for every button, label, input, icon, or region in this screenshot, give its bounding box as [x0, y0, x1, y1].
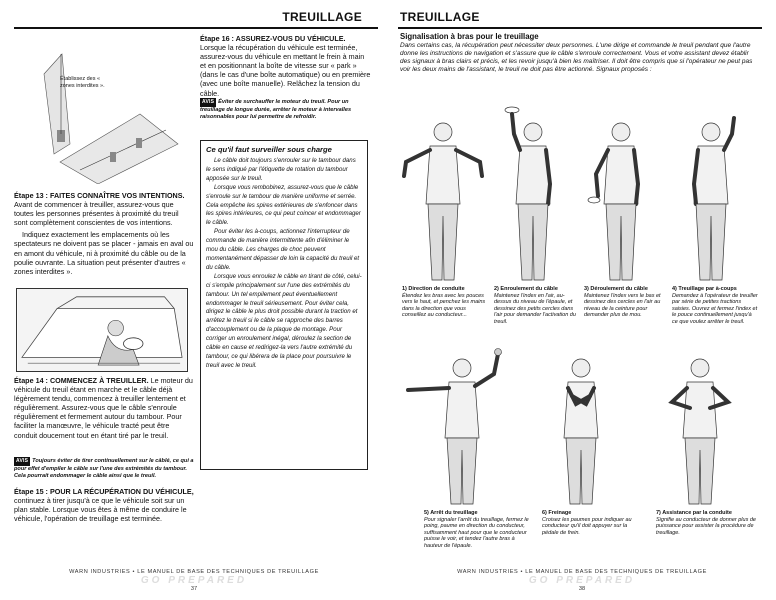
step-16-text: Lorsque la récupération du véhicule est terminée, assurez-vous du véhicule en mettant le frein à main et en positionnant la boîte de vitesse sur « park » (dans le cas d'une boîte automatique) ou en première (avec une boîte manuelle). Relâchez la tension du câble.: [200, 43, 371, 98]
signal-title-4: 4) Treuillage par à-coups: [672, 286, 737, 292]
step-13-text: Avant de commencer à treuiller, assurez-vous que toutes les personnes présentes à proximité du treuil sont complètement conscientes de vos intentions.: [14, 200, 179, 228]
signal-figure-3: [580, 104, 662, 284]
sidebox-para-1: Le câble doit toujours s'enrouler sur le tambour dans le sens indiqué par l'étiquette de rotation du tambour apposée sur le treuil.: [206, 157, 356, 182]
step-15-title: Étape 15 : POUR LA RÉCUPÉRATION DU VÉHICULE,: [14, 487, 194, 496]
signal-caption-4: [672, 286, 758, 326]
signal-figure-7: [650, 346, 750, 506]
page-footer: [0, 569, 388, 592]
step-14-title: Étape 14 : COMMENCEZ À TREUILLER.: [14, 376, 149, 385]
step-16-warning-text: Éviter de surchauffer le moteur du treuil. Pour un treuillage de longue durée, arrêter le moteur à intervalles raisonnables pour lui permettre de refroidir.: [200, 99, 352, 120]
signal-title-2: 2) Enroulement du câble: [494, 286, 558, 292]
step-13-text-2: Indiquez exactement les emplacements où les spectateurs ne doivent pas se placer - jamais en aval ou en amont du véhicule, ni à proximité du câble ou de la poulie ouvrante. La situation peut présenter d'autres « zones interdites ».: [14, 230, 194, 276]
under-load-sidebox: [200, 140, 368, 470]
signal-title-3: 3) Déroulement du câble: [584, 286, 648, 292]
signal-text-2: Maintenez l'index en l'air, au-dessus du niveau de l'épaule, et dessinez des petits cercles dans l'air pour demander l'activation du treuil.: [494, 292, 576, 325]
step-13: [14, 191, 194, 279]
sidebox-title: Ce qu'il faut surveiller sous charge: [206, 145, 332, 154]
signal-text-6: Croisez les paumes pour indiquer au conducteur qu'il doit appuyer sur la pédale de frein.: [542, 516, 632, 536]
signal-figure-5: [402, 346, 522, 506]
step-15: [14, 487, 194, 526]
step-16-warning: [200, 98, 372, 121]
signal-text-7: Signifie au conducteur de donner plus de puissance pour assister la procédure de treuillage.: [656, 516, 756, 536]
truck-cab-illustration: [16, 288, 188, 372]
signal-title-7: 7) Assistance par la conduite: [656, 510, 732, 516]
sidebox-para-4: Lorsque vous enroulez le câble en tirant de côté, celui-ci s'empile principalement sur l'une des extrémités du tambour. Un tel empilement peut éventuellement endommager le treuil sérieusement. Pour éviter cela, dirigez le câble le plus droit possible durant la traction et arrêtez le treuil si le câble se rapproche des barres d'accouplement ou de la plaque de montage. Pour corriger un enroulement inégal, déroulez la section de câble en cause et redirigez-la vers l'autre extrémité du tambour, ce qui libérera de la place pour poursuivre le treuil avec le treuil.: [206, 272, 362, 369]
footer-text: WARN INDUSTRIES • LE MANUEL DE BASE DES TECHNIQUES DE TREUILLAGE: [457, 569, 707, 575]
signal-text-1: Étendez les bras avec les pouces vers le haut, et penchez les mains dans la direction que vous conseillez au conducteur...: [402, 292, 486, 319]
step-16-title: Étape 16 : ASSUREZ-VOUS DU VÉHICULE.: [200, 34, 346, 43]
step-14-text: Le moteur du véhicule du treuil étant en marche et le câble déjà légèrement tendu, commencez à treuiller lentement et régulièrement. Assurez-vous que le câble s'enroule régulièrement et fermement autour du tambour. Pour faciliter la manœuvre, le véhicule tracté peut être conduit doucement tout en étant tiré par le treuil.: [14, 376, 193, 440]
section-intro: Dans certains cas, la récupération peut nécessiter deux personnes. L'une dirige et commande le treuil pendant que l'autre donne les instructions de navigation et s'assure que le câble s'enroule correctement. Vous et votre assistant devez établir des signaux à bras clairs et précis, et les revoir jusqu'à bien les maîtriser. Il doit être compris que si l'opérateur ne peut pas voir les deux mains de l'assistant, le treuil ne doit pas être actionné. Signaux proposés :: [400, 42, 753, 73]
footer-text: WARN INDUSTRIES • LE MANUEL DE BASE DES TECHNIQUES DE TREUILLAGE: [69, 569, 319, 575]
signal-figure-2: [492, 104, 574, 284]
signal-figure-4: [670, 104, 752, 284]
no-go-zones-label: Établissez des « zones interdites ».: [60, 76, 105, 89]
page-number: 38: [578, 586, 586, 592]
signal-title-1: 1) Direction de conduite: [402, 286, 465, 292]
footer-brand: GO PREPARED: [528, 575, 636, 586]
signal-caption-3: [584, 286, 666, 319]
signal-title-6: 6) Freinage: [542, 510, 572, 516]
step-14: [14, 376, 194, 443]
step-13-title: Étape 13 : FAITES CONNAÎTRE VOS INTENTIONS.: [14, 191, 185, 200]
right-page: [388, 0, 776, 600]
step-16: [200, 34, 372, 101]
step-15-text: continuez à tirer jusqu'à ce que le véhicule soit sur un plan stable. Lorsque vous êtes à même de conduire le véhicule, l'opération de treuillage est terminée.: [14, 496, 187, 524]
avis-tag: AVIS: [202, 99, 215, 105]
section-title: Signalisation à bras pour le treuillage: [400, 32, 539, 41]
sidebox-para-2: Lorsque vous rembobinez, assurez-vous que le câble s'enroule sur le tambour de manière uniforme et serrée. Cela empêche les spires extérieures de s'enfoncer dans les spires intérieures, ce qui peut coincer et endommager le câble.: [206, 183, 361, 227]
signal-caption-2: [494, 286, 576, 326]
signal-text-4: Demandez à l'opérateur de treuiller par série de petites tractions saisies. Ouvrez et fermez l'index et le pouce continuellement jusqu'à ce que voulez arrêter le treuil.: [672, 292, 758, 325]
avis-tag: AVIS: [16, 458, 29, 464]
sidebox-para-3: Pour éviter les à-coups, actionnez l'interrupteur de commande de manière intermittente afin d'éliminer le mou du câble. Les charges de choc peuvent momentanément dépasser de loin la capacité du treuil et du câble.: [206, 228, 360, 271]
signal-caption-1: [402, 286, 488, 319]
page-header: TREUILLAGE: [282, 10, 362, 24]
no-go-zones-illustration: [40, 34, 180, 184]
signal-figure-1: [402, 104, 484, 284]
signal-text-3: Maintenez l'index vers le bas et dessinez des cercles en l'air au niveau de la ceinture pour demander plus de mou.: [584, 292, 661, 319]
signal-figure-6: [536, 346, 626, 506]
signal-title-5: 5) Arrêt du treuillage: [424, 510, 478, 516]
signal-caption-6: [542, 510, 642, 536]
page-footer: [388, 569, 776, 592]
signal-caption-5: [424, 510, 534, 550]
header-rule: [14, 27, 378, 29]
signal-caption-7: [656, 510, 756, 536]
page-header: TREUILLAGE: [400, 10, 480, 24]
header-rule: [398, 27, 762, 29]
page-number: 37: [190, 586, 198, 592]
footer-brand: GO PREPARED: [140, 575, 248, 586]
step-14-warning: [14, 457, 194, 480]
signal-text-5: Pour signaler l'arrêt du treuillage, fermez le poing, paume en direction du conducteur, suffisamment haut pour que le conducteur puisse le voir, et tendez l'autre bras à hauteur de l'épaule.: [424, 516, 529, 549]
step-14-warning-text: Toujours éviter de tirer continuellement sur le câblé, ce qui a pour effet d'empiler le câble sur l'une des extrémités du tambour. Cela pourrait endommager le câble ainsi que le treuil.: [14, 458, 194, 479]
